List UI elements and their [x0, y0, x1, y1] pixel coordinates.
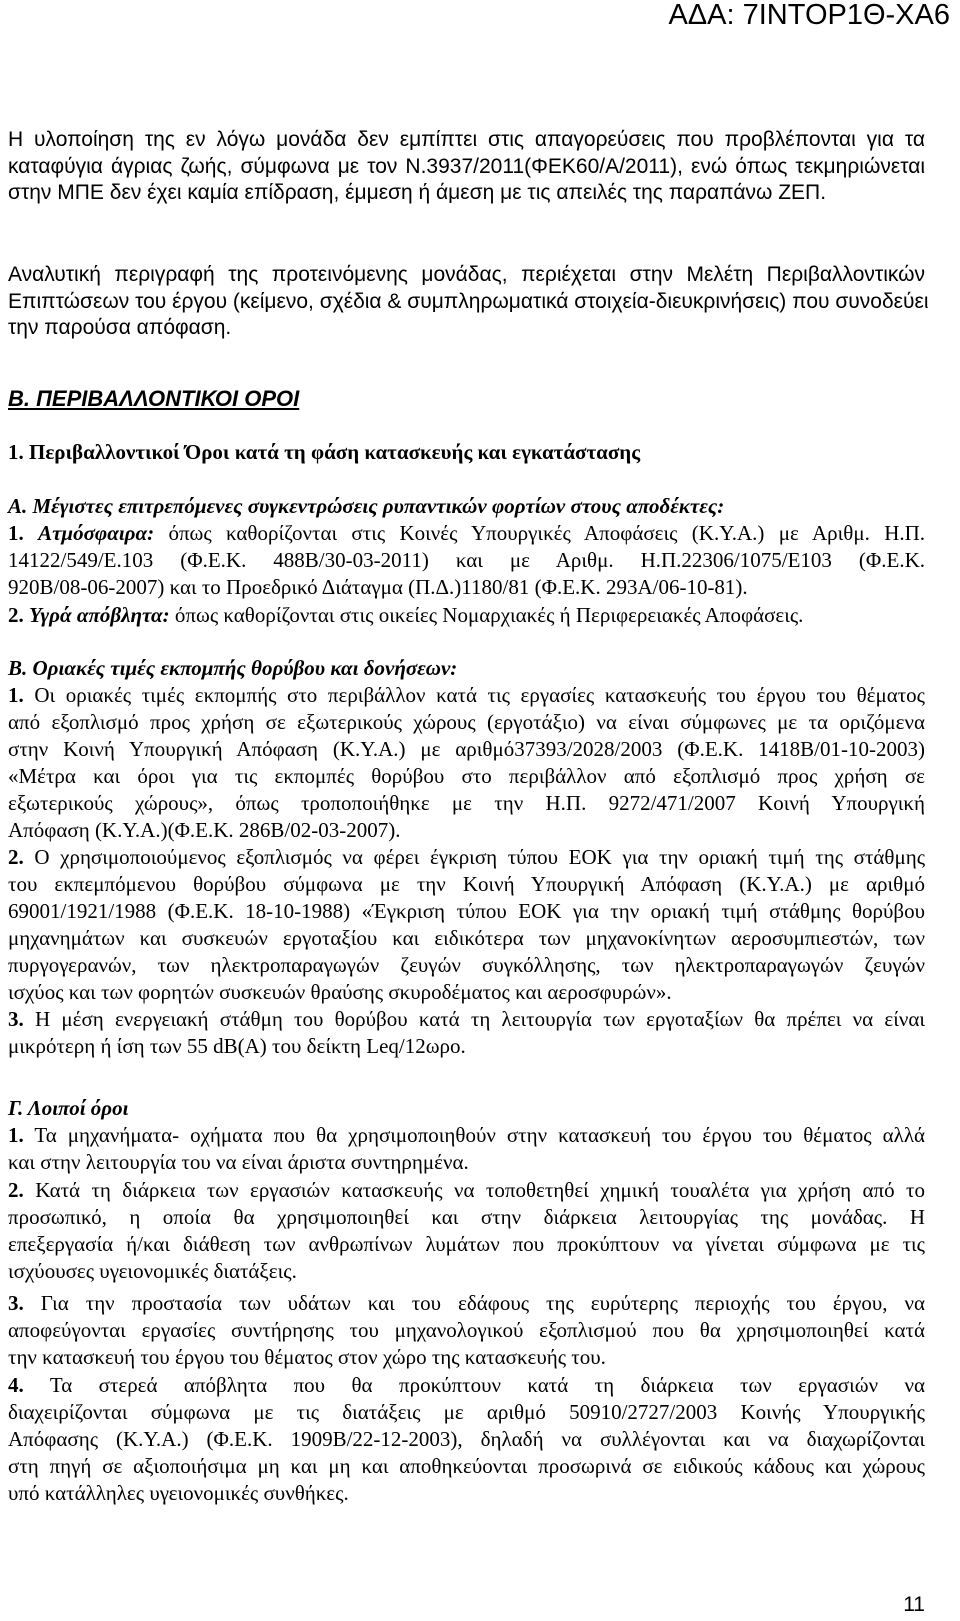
- section-c-item-3: [8, 1290, 925, 1371]
- intro-paragraph-2: [8, 262, 929, 342]
- item-number: 3.: [8, 1007, 24, 1031]
- intro-paragraph-1: [8, 127, 925, 207]
- text-line: στην ΜΠΕ δεν έχει καμία επίδραση, έμμεση ή άμεση με τις απειλές της παραπάνω ΖΕΠ.: [8, 181, 827, 204]
- item-label: Ατμόσφαιρα:: [38, 521, 155, 545]
- section-c-item-4: [8, 1372, 925, 1507]
- text-line: εξωτερικούς χώρους», όπως τροποποιήθηκε με την Η.Π. 9272/471/2007 Κοινή Υπουργική: [8, 791, 925, 815]
- item-text: όπως καθορίζονται στις Κοινές Υπουργικές Αποφάσεις (Κ.Υ.Α.) με Αριθμ. Η.Π.: [168, 521, 926, 545]
- text-line: μηχανημάτων και συσκευών εργοταξίου και ειδικότερα των μηχανοκίνητων αεροσυμπιεστών, των: [8, 926, 925, 950]
- section-c-title: Γ. Λοιποί όροι: [8, 1096, 129, 1120]
- text-line: [8, 682, 925, 709]
- item-number: 2.: [8, 603, 24, 627]
- ada-code: ΑΔΑ: 7ΙΝΤΟΡ1Θ-ΧΑ6: [668, 0, 950, 31]
- item-number: 2.: [8, 1178, 24, 1202]
- section-heading: Β. ΠΕΡΙΒΑΛΛΟΝΤΙΚΟΙ ΟΡΟΙ: [8, 386, 300, 411]
- text-line: [8, 602, 925, 629]
- item-number: 1.: [8, 521, 24, 545]
- item-text: Τα στερεά απόβλητα που θα προκύπτουν κατά τη διάρκεια των εργασιών να: [49, 1373, 926, 1397]
- text-line: την παρούσα απόφαση.: [8, 316, 232, 339]
- phase-title-block: [8, 439, 925, 466]
- text-line: Απόφασης (Κ.Υ.Α.) (Φ.Ε.Κ. 1909Β/22-12-2003), δηλαδή να συλλέγονται και να διαχωρίζονται: [8, 1427, 925, 1451]
- section-heading-block: [8, 385, 925, 412]
- text-line: από εξοπλισμό προς χρήση σε εξωτερικούς χώρους (εργοτάξιο) να είναι σύμφωνες με τα οριζόμενα: [8, 710, 925, 734]
- section-a-title: Α. Μέγιστες επιτρεπόμενες συγκεντρώσεις ρυπαντικών φορτίων στους αποδέκτες:: [8, 494, 725, 518]
- section-c-title-block: [8, 1095, 925, 1122]
- item-text: Για την προστασία των υδάτων και του εδάφους της ευρύτερης περιοχής του έργου, να: [40, 1291, 926, 1315]
- text-line: ισχύος και των φορητών συσκευών θραύσης σκυροδέματος και αεροσφυρών».: [8, 980, 672, 1004]
- text-line: υπό κατάλληλες υγειονομικές συνθήκες.: [8, 1481, 349, 1505]
- text-line: καταφύγια άγριας ζωής, σύμφωνα με τον Ν.3937/2011(ΦΕΚ60/Α/2011), ενώ όπως τεκμηριώνεται: [8, 154, 925, 178]
- section-b-item-2: [8, 844, 925, 1006]
- text-line: «Μέτρα και όροι για τις εκπομπές θορύβου στο περιβάλλον από εξοπλισμό προς χρήση σε: [8, 764, 925, 788]
- section-a-title-block: [8, 493, 925, 520]
- item-text: Ο χρησιμοποιούμενος εξοπλισμός να φέρει έγκριση τύπου ΕΟΚ για την οριακή τιμή της στάθμης: [34, 845, 926, 869]
- text-line: του εκπεμπόμενου θορύβου σύμφωνα με την Κοινή Υπουργική Απόφαση (Κ.Υ.Α.) με αριθμό: [8, 872, 925, 896]
- text-line: [8, 1372, 925, 1399]
- text-line: διαχειρίζονται σύμφωνα με τις διατάξεις με αριθμό 50910/2727/2003 Κοινής Υπουργικής: [8, 1400, 925, 1424]
- text-line: [8, 844, 925, 871]
- section-c-item-2: [8, 1177, 925, 1285]
- item-number: 4.: [8, 1373, 24, 1397]
- text-line: μικρότερη ή ίση των 55 dB(A) του δείκτη Leq/12ωρο.: [8, 1034, 466, 1058]
- text-line: ισχύουσες υγειονομικές διατάξεις.: [8, 1259, 297, 1283]
- text-line: και στην λειτουργία του να είναι άριστα συντηρημένα.: [8, 1150, 469, 1174]
- text-line: [8, 1122, 925, 1149]
- section-b-title: Β. Οριακές τιμές εκπομπής θορύβου και δονήσεων:: [8, 656, 458, 680]
- text-line: στη πηγή σε αξιοποιήσιμα μη και μη και αποθηκεύονται προσωρινά σε ειδικούς κάδους και χώρους: [8, 1454, 925, 1478]
- item-number: 1.: [8, 683, 24, 707]
- text-line: την κατασκευή του έργου του θέματος στον χώρο της κατασκευής του.: [8, 1345, 606, 1369]
- text-line: επεξεργασία ή/και διάθεση των ανθρωπίνων λυμάτων που προκύπτουν να γίνεται σύμφωνα με τις: [8, 1232, 925, 1256]
- text-line: 69001/1921/1988 (Φ.Ε.Κ. 18-10-1988) «Έγκριση τύπου ΕΟΚ για την οριακή τιμή στάθμης θορύβου: [8, 899, 925, 923]
- item-number: 1.: [8, 1123, 24, 1147]
- text-line: 920Β/08-06-2007) και το Προεδρικό Διάταγμα (Π.Δ.)1180/81 (Φ.Ε.Κ. 293Α/06-10-81).: [8, 575, 748, 599]
- item-number: 2.: [8, 845, 24, 869]
- section-c-item-1: [8, 1122, 925, 1176]
- text-line: [8, 1177, 925, 1204]
- section-b-item-1: [8, 682, 925, 844]
- text-line: Αναλυτική περιγραφή της προτεινόμενης μονάδας, περιέχεται στην Μελέτη Περιβαλλοντικών: [8, 263, 925, 286]
- phase-title: 1. Περιβαλλοντικοί Όροι κατά τη φάση κατασκευής και εγκατάστασης: [8, 440, 641, 464]
- text-line: [8, 1290, 925, 1317]
- item-label: Υγρά απόβλητα:: [29, 603, 170, 627]
- section-b-title-block: [8, 655, 925, 682]
- section-a-item-1: [8, 520, 925, 601]
- item-text: Κατά τη διάρκεια των εργασιών κατασκευής να τοποθετηθεί χημική τουαλέτα για χρήση από το: [35, 1178, 925, 1202]
- item-number: 3.: [8, 1291, 24, 1315]
- section-a-item-2: [8, 602, 925, 629]
- text-line: [8, 1006, 925, 1033]
- item-text: όπως καθορίζονται στις οικείες Νομαρχιακές ή Περιφερειακές Αποφάσεις.: [174, 603, 804, 627]
- text-line: προσωπικό, η οποία θα χρησιμοποιηθεί και στην διάρκεια λειτουργίας της μονάδας. Η: [8, 1205, 925, 1229]
- section-b-item-3: [8, 1006, 925, 1060]
- item-text: Τα μηχανήματα- οχήματα που θα χρησιμοποιηθούν στην κατασκευή του έργου του θέματος αλλά: [34, 1123, 926, 1147]
- text-line: [8, 520, 925, 547]
- item-text: Οι οριακές τιμές εκπομπής στο περιβάλλον κατά τις εργασίες κατασκευής του έργου του θέματος: [34, 683, 926, 707]
- item-text: Η μέση ενεργειακή στάθμη του θορύβου κατά τη λειτουργία των εργοταξίων θα πρέπει να είναι: [34, 1007, 926, 1031]
- text-line: Απόφαση (Κ.Υ.Α.)(Φ.Ε.Κ. 286Β/02-03-2007).: [8, 818, 401, 842]
- page-number: 11: [903, 1593, 925, 1616]
- text-line: 14122/549/Ε.103 (Φ.Ε.Κ. 488Β/30-03-2011) και με Αριθμ. Η.Π.22306/1075/Ε103 (Φ.Ε.Κ.: [8, 548, 925, 572]
- text-line: αποφεύγονται εργασίες συντήρησης του μηχανολογικού εξοπλισμού που θα χρησιμοποιηθεί κατά: [8, 1318, 925, 1342]
- text-line: Επιπτώσεων του έργου (κείμενο, σχέδια & συμπληρωματικά στοιχεία-διευκρινήσεις) που συνοδεύει: [8, 289, 929, 313]
- text-line: Η υλοποίηση της εν λόγω μονάδα δεν εμπίπτει στις απαγορεύσεις που προβλέπονται για τα: [8, 128, 925, 151]
- text-line: στην Κοινή Υπουργική Απόφαση (Κ.Υ.Α.) με αριθμό37393/2028/2003 (Φ.Ε.Κ. 1418Β/01-10-2003): [8, 737, 925, 761]
- text-line: πυργογερανών, των ηλεκτροπαραγωγών ζευγών συγκόλλησης, των ηλεκτροπαραγωγών ζευγών: [8, 953, 925, 977]
